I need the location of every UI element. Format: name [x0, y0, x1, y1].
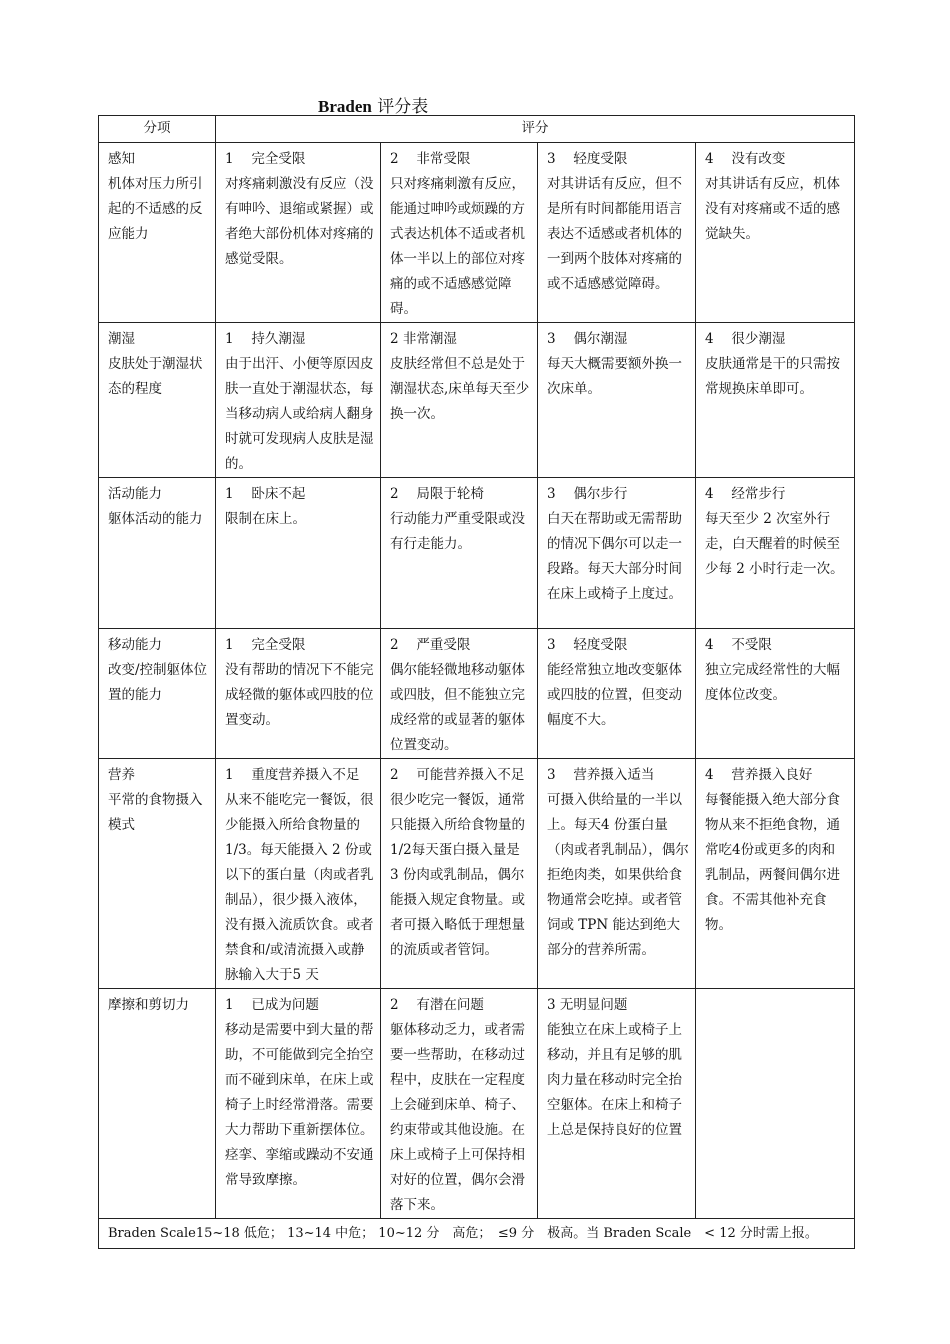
score-label: 4 很少潮湿 — [705, 331, 786, 347]
category-cell — [99, 759, 216, 989]
score-label: 4 没有改变 — [705, 151, 786, 167]
score-label: 2 可能营养摄入不足 — [390, 767, 525, 783]
score-label: 1 持久潮湿 — [225, 331, 306, 347]
table-row — [99, 629, 855, 759]
category-name: 活动能力 — [108, 486, 162, 502]
score-label: 3 无明显问题 — [547, 997, 628, 1013]
score-cell — [381, 759, 538, 989]
score-text: 只对疼痛刺激有反应，能通过呻吟或烦躁的方式表达机体不适或者机体一半以上的部位对疼痛的或不适感感觉障碍。 — [390, 176, 525, 317]
header-category: 分项 — [99, 116, 216, 143]
score-label: 3 轻度受限 — [547, 151, 628, 167]
score-text: 独立完成经常性的大幅度体位改变。 — [705, 662, 840, 703]
score-label: 1 完全受限 — [225, 151, 306, 167]
score-label: 2 严重受限 — [390, 637, 471, 653]
score-text: 很少吃完一餐饭，通常只能摄入所给食物量的 1/2每天蛋白摄入量是 3 份肉或乳制品，偶尔能摄入规定食物量。或者可摄入略低于理想量的流质或者管饲。 — [390, 792, 525, 958]
score-label: 1 重度营养摄入不足 — [225, 767, 360, 783]
score-text: 皮肤经常但不总是处于潮湿状态,床单每天至少换一次。 — [390, 356, 530, 422]
category-desc: 皮肤处于潮湿状态的程度 — [108, 356, 203, 397]
table-row — [99, 478, 855, 629]
header-score: 评分 — [216, 116, 855, 143]
score-cell — [538, 759, 696, 989]
score-text: 对疼痛刺激没有反应（没有呻吟、退缩或紧握）或者绝大部份机体对疼痛的感觉受限。 — [225, 176, 374, 267]
score-text: 行动能力严重受限或没有行走能力。 — [390, 511, 525, 552]
score-cell — [538, 629, 696, 759]
category-cell — [99, 143, 216, 323]
page-title — [318, 92, 428, 117]
category-cell — [99, 478, 216, 629]
score-cell — [538, 143, 696, 323]
score-cell — [216, 323, 381, 478]
score-cell — [696, 759, 855, 989]
score-text: 皮肤通常是干的只需按常规换床单即可。 — [705, 356, 840, 397]
score-cell — [381, 989, 538, 1219]
category-desc: 躯体活动的能力 — [108, 511, 203, 527]
score-text: 对其讲话有反应，但不是所有时间都能用语言表达不适感或者机体的一到两个肢体对疼痛的或不适感感觉障碍。 — [547, 176, 682, 292]
score-cell — [696, 143, 855, 323]
score-cell — [216, 478, 381, 629]
table-row — [99, 143, 855, 323]
score-label: 1 卧床不起 — [225, 486, 306, 502]
score-text: 偶尔能轻微地移动躯体或四肢，但不能独立完成经常的或显著的躯体位置变动。 — [390, 662, 525, 753]
score-label: 3 营养摄入适当 — [547, 767, 655, 783]
score-label: 1 完全受限 — [225, 637, 306, 653]
category-cell — [99, 629, 216, 759]
score-text: 限制在床上。 — [225, 511, 306, 527]
category-name: 感知 — [108, 151, 135, 167]
score-cell — [216, 143, 381, 323]
score-cell-empty — [696, 989, 855, 1219]
score-text: 可摄入供给量的一半以上。每天4 份蛋白量（肉或者乳制品），偶尔拒绝肉类，如果供给食物通常会吃掉。或者管饲或 TPN 能达到绝大部分的营养所需。 — [547, 792, 689, 958]
table-row — [99, 759, 855, 989]
score-text: 能独立在床上或椅子上移动，并且有足够的肌肉力量在移动时完全抬空躯体。在床上和椅子上总是保持良好的位置 — [547, 1022, 682, 1138]
category-desc: 改变/控制躯体位置的能力 — [108, 662, 208, 703]
score-cell — [216, 759, 381, 989]
score-label: 3 偶尔潮湿 — [547, 331, 628, 347]
score-cell — [381, 143, 538, 323]
braden-table — [98, 115, 855, 1249]
score-cell — [696, 629, 855, 759]
score-cell — [381, 478, 538, 629]
score-text: 每天至少 2 次室外行走，白天醒着的时候至少每 2 小时行走一次。 — [705, 511, 844, 577]
score-cell — [216, 989, 381, 1219]
score-text: 移动是需要中到大量的帮助，不可能做到完全抬空而不碰到床单，在床上或椅子上时经常滑落。需要大力帮助下重新摆体位。痉挛、挛缩或躁动不安通常导致摩擦。 — [225, 1022, 374, 1188]
title-bold: Braden — [318, 97, 372, 116]
category-desc: 平常的食物摄入模式 — [108, 792, 203, 833]
table-row — [99, 323, 855, 478]
header-row — [99, 116, 855, 143]
title-rest: 评分表 — [377, 97, 429, 117]
score-text: 从来不能吃完一餐饭，很少能摄入所给食物量的 1/3。每天能摄入 2 份或以下的蛋白量（肉或者乳制品），很少摄入液体，没有摄入流质饮食。或者禁食和/或清流摄入或静脉输入大于5 天 — [225, 792, 374, 983]
category-name: 潮湿 — [108, 331, 135, 347]
score-text: 能经常独立地改变躯体或四肢的位置，但变动幅度不大。 — [547, 662, 682, 728]
table-row — [99, 989, 855, 1219]
score-text: 由于出汗、小便等原因皮肤一直处于潮湿状态，每当移动病人或给病人翻身时就可发现病人皮肤是湿的。 — [225, 356, 374, 472]
score-text: 白天在帮助或无需帮助的情况下偶尔可以走一段路。每天大部分时间在床上或椅子上度过。 — [547, 511, 682, 602]
score-text: 对其讲话有反应，机体没有对疼痛或不适的感觉缺失。 — [705, 176, 840, 242]
category-name: 摩擦和剪切力 — [108, 997, 189, 1013]
score-label: 4 营养摄入良好 — [705, 767, 813, 783]
category-name: 移动能力 — [108, 637, 162, 653]
score-label: 4 经常步行 — [705, 486, 786, 502]
score-label: 3 轻度受限 — [547, 637, 628, 653]
score-cell — [381, 629, 538, 759]
score-text: 每天大概需要额外换一次床单。 — [547, 356, 682, 397]
score-cell — [538, 478, 696, 629]
score-cell — [696, 323, 855, 478]
score-text: 每餐能摄入绝大部分食物从来不拒绝食物，通常吃4份或更多的肉和乳制品，两餐间偶尔进食。不需其他补充食物。 — [705, 792, 840, 933]
score-label: 2 非常受限 — [390, 151, 471, 167]
category-cell — [99, 323, 216, 478]
category-desc: 机体对压力所引起的不适感的反应能力 — [108, 176, 203, 242]
footer-row — [99, 1219, 855, 1249]
score-cell — [216, 629, 381, 759]
score-cell — [696, 478, 855, 629]
score-label: 2 局限于轮椅 — [390, 486, 484, 502]
score-text: 没有帮助的情况下不能完成轻微的躯体或四肢的位置变动。 — [225, 662, 374, 728]
category-name: 营养 — [108, 767, 135, 783]
score-label: 1 已成为问题 — [225, 997, 319, 1013]
score-label: 4 不受限 — [705, 637, 772, 653]
score-text: 躯体移动乏力，或者需要一些帮助，在移动过程中，皮肤在一定程度上会碰到床单、椅子、约束带或其他设施。在床上或椅子上可保持相对好的位置，偶尔会滑落下来。 — [390, 1022, 525, 1213]
score-label: 2 有潜在问题 — [390, 997, 484, 1013]
score-cell — [538, 323, 696, 478]
score-cell — [538, 989, 696, 1219]
category-cell — [99, 989, 216, 1219]
score-label: 3 偶尔步行 — [547, 486, 628, 502]
score-label: 2 非常潮湿 — [390, 331, 457, 347]
score-cell — [381, 323, 538, 478]
footer-note: Braden Scale15~18 低危； 13~14 中危； 10~12 分 高危； ≤9 分 极高。当 Braden Scale < 12 分时需上报。 — [99, 1219, 855, 1249]
